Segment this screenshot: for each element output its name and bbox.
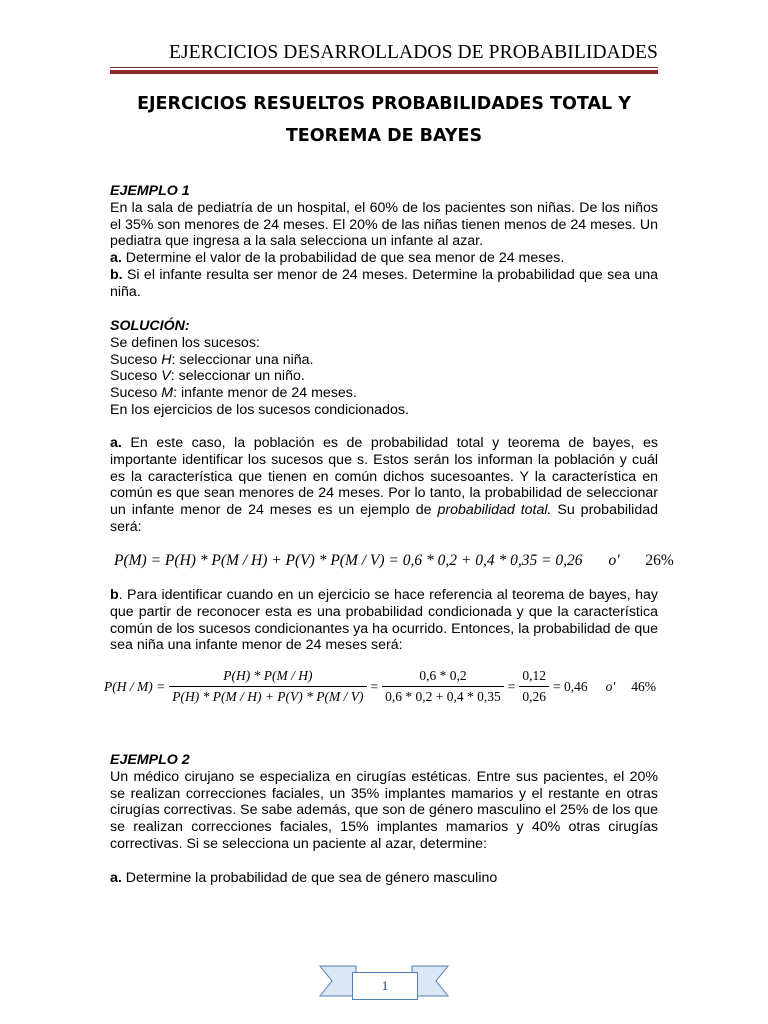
eq1-or: o' xyxy=(608,552,620,569)
eq2-f3-numerator: 0,12 xyxy=(519,668,549,687)
title-line-1: EJERCICIOS RESUELTOS PROBABILIDADES TOTAL Y xyxy=(137,94,631,114)
ejemplo2-statement: Un médico cirujano se especializa en cirugías estéticas. Entre sus pacientes, el 20% se realizan correcciones faciales, un 35% implantes mamarios y el restante en otras cirugías correctivas. Se sabe además, que son de género masculino el 25% de los que se realizan correcciones faciales, 15% implantes mamarios y 40% otras cirugías correctivas. Si se selecciona un paciente al azar, determine: xyxy=(110,768,658,852)
eq2-percent: 46% xyxy=(631,678,657,694)
ejemplo2-question-a xyxy=(110,870,658,887)
ejemplo1-label: EJEMPLO 1 xyxy=(110,183,190,199)
suceso-h-prefix: Suceso xyxy=(110,351,162,368)
question-a-text: Determine el valor de la probabilidad de que sea menor de 24 meses. xyxy=(121,250,565,267)
question-b-label: b. xyxy=(110,266,123,283)
title-line-2: TEOREMA DE BAYES xyxy=(285,126,483,146)
ejemplo2-block xyxy=(110,752,658,887)
suceso-m-desc: : infante menor de 24 meses. xyxy=(173,385,357,402)
ejemplo1-statement: En la sala de pediatría de un hospital, el 60% de los pacientes son niñas. De los niños el 35% son menores de 24 meses. El 20% de las niñas tienen menos de 24 meses. Un pediatra que ingresa a la sala selecciona un infante al azar. xyxy=(110,199,658,250)
eq2-result: = 0,46 xyxy=(553,678,588,694)
suceso-v-desc: : seleccionar un niño. xyxy=(170,368,305,385)
question-b-text: Si el infante resulta ser menor de 24 meses. Determine la probabilidad que sea una niña. xyxy=(110,266,658,300)
ejemplo1-question-a xyxy=(110,250,658,267)
parte-b-block xyxy=(110,587,658,654)
header-rule-thin xyxy=(110,67,658,68)
suceso-v xyxy=(110,368,658,385)
eq2-fraction-formula xyxy=(169,668,366,705)
ejemplo2-qa-text: Determine la probabilidad de que sea de género masculino xyxy=(121,869,498,886)
equation-total-probability xyxy=(114,552,674,570)
header-rule-thick xyxy=(110,70,658,74)
eq2-f2-denominator: 0,6 * 0,2 + 0,4 * 0,35 xyxy=(385,689,501,704)
eq2-f3-denominator: 0,26 xyxy=(522,689,547,704)
page-number: 1 xyxy=(352,972,418,1000)
eq1-percent: 26% xyxy=(645,552,674,569)
eq2-f1-denominator: P(H) * P(M / H) + P(V) * P(M / V) xyxy=(172,689,364,704)
document-title xyxy=(110,88,658,152)
eq2-f2-numerator: 0,6 * 0,2 xyxy=(382,668,504,687)
parte-a-block xyxy=(110,435,658,536)
parte-b-paragraph xyxy=(110,587,658,654)
solucion-intro: Se definen los sucesos: xyxy=(110,334,260,351)
solucion-block xyxy=(110,318,658,419)
ejemplo1-block xyxy=(110,183,658,301)
suceso-m xyxy=(110,385,658,402)
parte-a-label: a. xyxy=(110,435,122,451)
eq2-lhs: P(H / M) = xyxy=(104,678,166,694)
suceso-h-desc: : seleccionar una niña. xyxy=(171,351,314,368)
parte-a-text: En este caso, la población es de probabilidad total y teorema de bayes, es importante identificar los sucesos que s. Estos serán los informan la población y cuál es la característica que tienen en común dichos sucesoantes. Y la característica en común es que sean menores de 24 meses. Por lo tanto, la probabilidad de seleccionar un infante menor de 24 meses es un ejemplo de xyxy=(110,435,658,519)
suceso-v-var: V xyxy=(161,368,171,385)
parte-b-label: b xyxy=(110,587,119,603)
eq2-f1-numerator: P(H) * P(M / H) xyxy=(169,668,366,687)
equation-bayes xyxy=(104,668,660,705)
parte-a-tail: Su probabilidad será: xyxy=(110,502,658,535)
parte-a-emphasis: probabilidad total. xyxy=(437,502,552,519)
parte-b-text: . Para identificar cuando en un ejercicio se hace referencia al teorema de bayes, hay que partir de reconocer esta es una probabilidad condicionada y que la característica común de los sucesos condicionantes ya ha ocurrido. Entonces, la probabilidad de que sea niña una infante menor de 24 meses será: xyxy=(110,587,658,654)
question-a-label: a. xyxy=(110,250,122,267)
suceso-v-prefix: Suceso xyxy=(110,368,162,385)
running-header: EJERCICIOS DESARROLLADOS DE PROBABILIDADES xyxy=(168,42,658,63)
parte-a-paragraph xyxy=(110,435,658,536)
eq2-fraction-values xyxy=(382,668,504,705)
eq2-fraction-simplified xyxy=(519,668,549,705)
solucion-note: En los ejercicios de los sucesos condicionados. xyxy=(110,401,409,418)
suceso-m-var: M xyxy=(161,385,174,402)
suceso-h-var: H xyxy=(161,351,172,368)
eq2-or: o' xyxy=(605,678,616,694)
ejemplo2-label: EJEMPLO 2 xyxy=(110,752,190,768)
eq1-expression: P(M) = P(H) * P(M / H) + P(V) * P(M / V) = 0,6 * 0,2 + 0,4 * 0,35 = 0,26 xyxy=(114,552,583,569)
solucion-label: SOLUCIÓN: xyxy=(110,318,190,334)
ejemplo2-qa-label: a. xyxy=(110,869,122,886)
ejemplo1-question-b xyxy=(110,267,658,301)
suceso-h xyxy=(110,352,658,369)
eq2-equals-b: = xyxy=(507,678,516,694)
eq2-equals-a: = xyxy=(370,678,379,694)
suceso-m-prefix: Suceso xyxy=(110,385,162,402)
